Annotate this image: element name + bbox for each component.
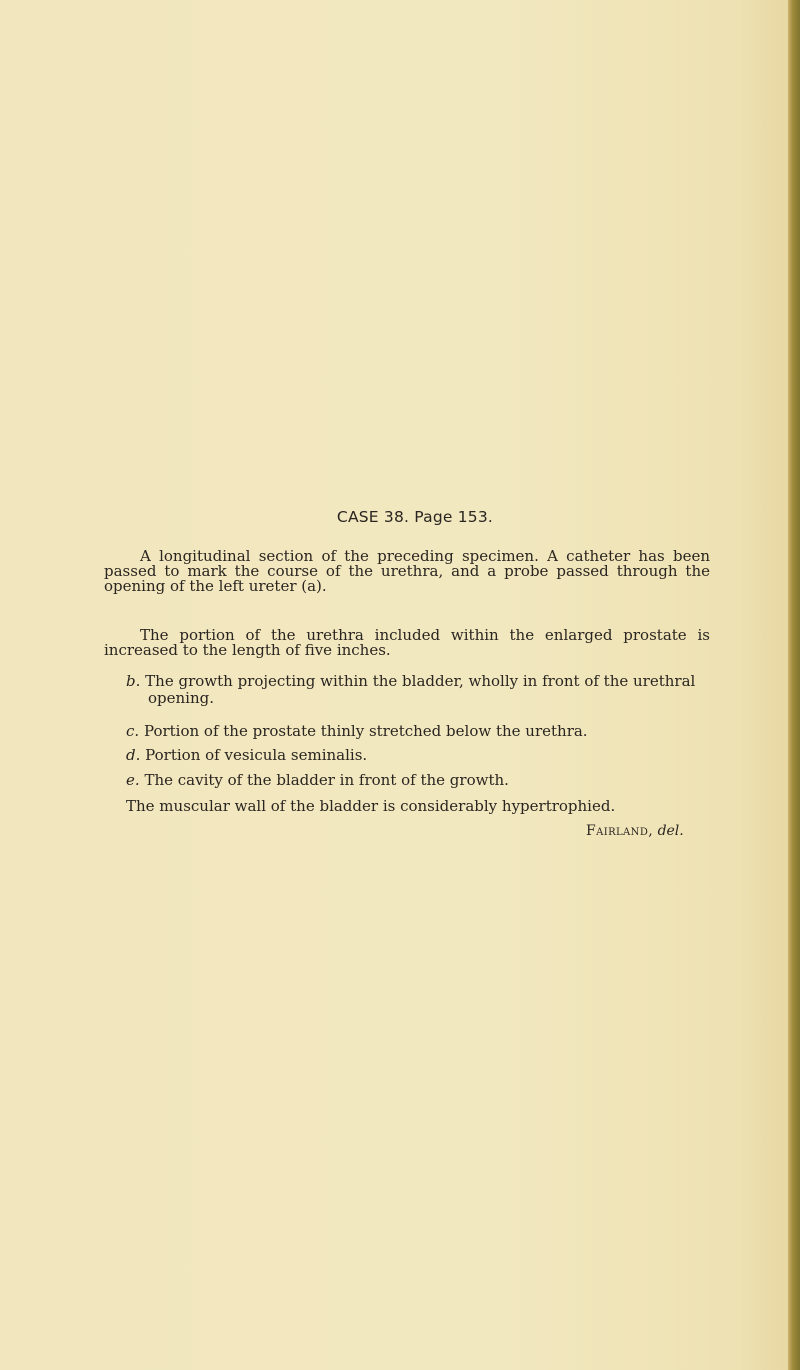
item-text: Portion of vesicula seminalis. [145,746,368,764]
item-letter: e. [126,771,140,789]
item-text: The growth projecting within the bladder, wholly in front of the urethral opening. [145,672,696,707]
item-letter: c. [126,722,140,740]
artist-name: Fairland, [586,823,654,839]
list-item [126,723,710,740]
paragraph-2: The portion of the urethra included within the enlarged prostate is increased to the length of five inches. [104,626,710,659]
artist-signature [586,823,684,840]
case-heading: CASE 38. Page 153. [336,508,494,526]
list-item [126,673,710,707]
item-text: The cavity of the bladder in front of the growth. [144,771,509,789]
paragraph-1: A longitudinal section of the preceding specimen. A catheter has been passed to mark the course of the urethra, and a probe passed through the opening of the left ureter (a). [104,547,710,595]
page-edge [788,0,800,1370]
artist-suffix: del. [657,823,684,839]
item-letter: b. [126,672,141,690]
item-text: Portion of the prostate thinly stretched below the urethra. [143,722,588,740]
item-letter: d. [126,746,141,764]
closing-statement: The muscular wall of the bladder is considerably hypertrophied. [126,797,616,815]
list-item [126,747,710,764]
list-item [126,772,710,789]
